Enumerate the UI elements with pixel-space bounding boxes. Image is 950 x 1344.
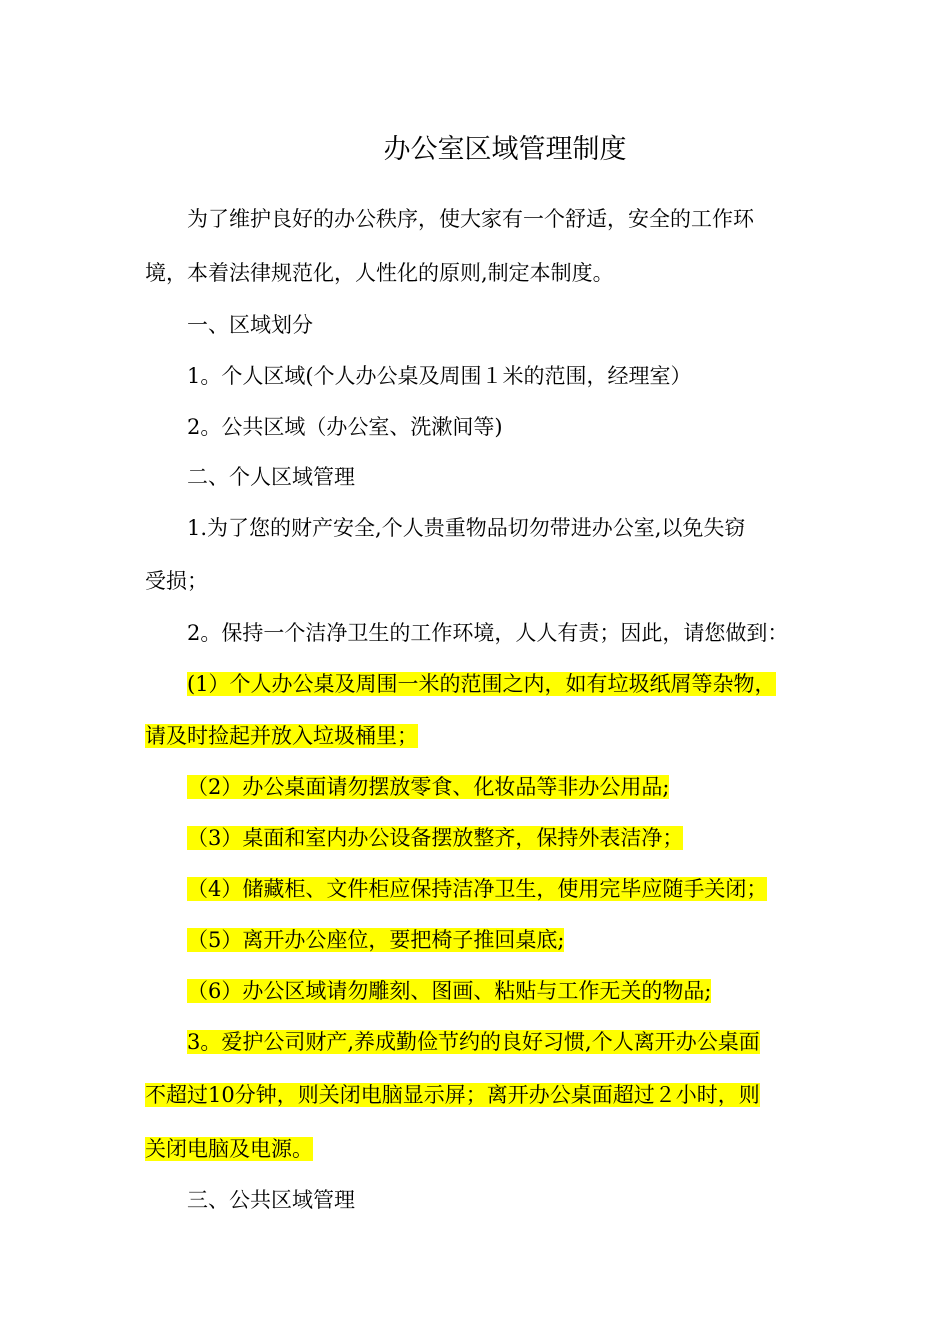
list-item-public-area: 2。公共区域（办公室、洗漱间等) xyxy=(187,415,503,439)
sub-rule-4 xyxy=(187,873,767,905)
intro-line-1: 为了维护良好的办公秩序，使大家有一个舒适，安全的工作环 xyxy=(187,207,754,231)
highlight: 请及时捡起并放入垃圾桶里； xyxy=(145,724,418,748)
rule-2: 2。保持一个洁净卫生的工作环境，人人有责；因此，请您做到： xyxy=(187,621,789,645)
section-heading-personal: 二、个人区域管理 xyxy=(187,465,355,489)
sub-rule-6 xyxy=(187,975,711,1007)
document-title: 办公室区域管理制度 xyxy=(383,134,627,165)
highlight: （6）办公区域请勿雕刻、图画、粘贴与工作无关的物品; xyxy=(187,979,712,1003)
sub-rule-1-line-1 xyxy=(187,668,776,700)
highlight: 不超过10分钟，则关闭电脑显示屏；离开办公桌面超过２小时，则 xyxy=(145,1083,760,1107)
highlight: （4）储藏柜、文件柜应保持洁净卫生，使用完毕应随手关闭； xyxy=(187,877,768,901)
section-heading-division: 一、区域划分 xyxy=(187,313,313,337)
rule-1-line-2: 受损； xyxy=(145,569,208,593)
rule-3-line-2 xyxy=(145,1079,760,1111)
highlight: 关闭电脑及电源。 xyxy=(145,1137,313,1161)
sub-rule-5 xyxy=(187,924,564,956)
highlight: （3）桌面和室内办公设备摆放整齐，保持外表洁净； xyxy=(187,826,684,850)
highlight: (1）个人办公桌及周围一米的范围之内，如有垃圾纸屑等杂物， xyxy=(187,672,776,696)
rule-1-line-1: 1.为了您的财产安全,个人贵重物品切勿带进办公室,以免失窃 xyxy=(187,516,746,540)
sub-rule-1-line-2 xyxy=(145,720,418,752)
highlight: （2）办公桌面请勿摆放零食、化妆品等非办公用品; xyxy=(187,775,670,799)
list-item-personal-area: 1。个人区域(个人办公桌及周围１米的范围，经理室） xyxy=(187,364,692,388)
sub-rule-3 xyxy=(187,822,683,854)
highlight: 3。爱护公司财产,养成勤俭节约的良好习惯,个人离开办公桌面 xyxy=(187,1030,760,1054)
section-heading-public: 三、公共区域管理 xyxy=(187,1188,355,1212)
highlight: （5）离开办公座位，要把椅子推回桌底; xyxy=(187,928,565,952)
rule-3-line-1 xyxy=(187,1026,760,1058)
intro-line-2: 境，本着法律规范化，人性化的原则,制定本制度。 xyxy=(145,261,614,285)
rule-3-line-3 xyxy=(145,1133,313,1165)
sub-rule-2 xyxy=(187,771,669,803)
